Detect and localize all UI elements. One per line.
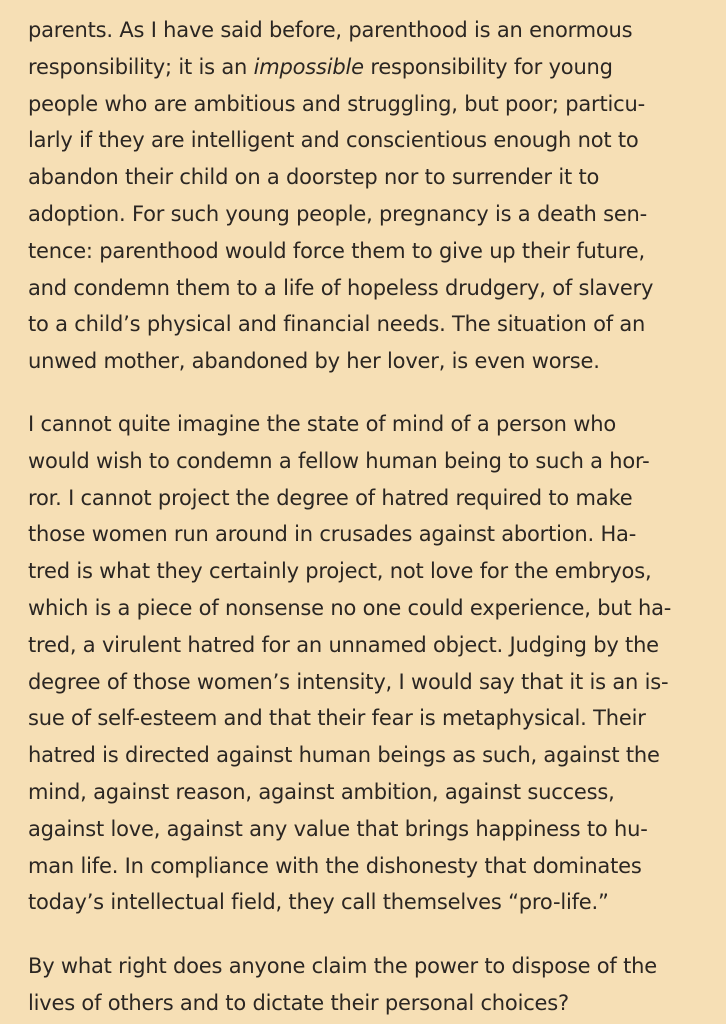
line-2-before-emphasis: responsibility; it is an bbox=[28, 54, 254, 79]
paragraph-2-line-9: sue of self-esteem and that their fear is metaphysical. Their bbox=[28, 706, 646, 731]
top-cut-line bbox=[28, 0, 718, 5]
paragraph-2-line-6: which is a piece of nonsense no one could experience, but ha- bbox=[28, 595, 672, 620]
paragraph-3-line-2: lives of others and to dictate their personal choices? bbox=[28, 990, 569, 1015]
paragraph-2-line-11: mind, against reason, against ambition, against success, bbox=[28, 779, 615, 804]
paragraph-3-line-1: By what right does anyone claim the power to dispose of the bbox=[28, 954, 657, 978]
paragraph-2-line-7: tred, a virulent hatred for an unnamed object. Judging by the bbox=[28, 632, 659, 657]
paragraph-2-line-3: ror. I cannot project the degree of hatred required to make bbox=[28, 485, 633, 510]
paragraph-1-line-4: larly if they are intelligent and conscientious enough not to bbox=[28, 128, 639, 153]
paragraph-3 bbox=[28, 948, 657, 1022]
paragraph-1-line-2 bbox=[28, 49, 653, 86]
paragraph-1-line-8: and condemn them to a life of hopeless drudgery, of slavery bbox=[28, 275, 654, 300]
paragraph-1-line-1: parents. As I have said before, parenthood is an enormous bbox=[28, 18, 633, 42]
line-2-after-emphasis: responsibility for young bbox=[363, 54, 613, 79]
paragraph-2-line-12: against love, against any value that brings happiness to hu- bbox=[28, 816, 648, 841]
paragraph-2-line-4: those women run around in crusades against abortion. Ha- bbox=[28, 522, 637, 547]
paragraph-2-line-13: man life. In compliance with the dishonesty that dominates bbox=[28, 853, 642, 878]
paragraph-1-line-10: unwed mother, abandoned by her lover, is even worse. bbox=[28, 349, 600, 374]
paragraph-1-line-7: tence: parenthood would force them to give up their future, bbox=[28, 238, 645, 263]
paragraph-2-line-8: degree of those women’s intensity, I would say that it is an is- bbox=[28, 669, 669, 694]
paragraph-2-line-14: today’s intellectual field, they call themselves “pro-life.” bbox=[28, 890, 609, 915]
paragraph-1-line-5: abandon their child on a doorstep nor to surrender it to bbox=[28, 165, 600, 190]
paragraph-1 bbox=[28, 12, 653, 380]
paragraph-2-line-5: tred is what they certainly project, not love for the embryos, bbox=[28, 559, 652, 584]
paragraph-2-line-10: hatred is directed against human beings as such, against the bbox=[28, 743, 660, 768]
paragraph-1-line-9: to a child’s physical and financial needs. The situation of an bbox=[28, 312, 646, 337]
paragraph-2-line-2: would wish to condemn a fellow human being to such a hor- bbox=[28, 448, 650, 473]
emphasis-impossible: impossible bbox=[253, 54, 364, 79]
paragraph-1-line-3: people who are ambitious and struggling, but poor; particu- bbox=[28, 91, 645, 116]
paragraph-1-line-6: adoption. For such young people, pregnancy is a death sen- bbox=[28, 201, 648, 226]
paragraph-2 bbox=[28, 406, 671, 921]
paragraph-2-line-1: I cannot quite imagine the state of mind of a person who bbox=[28, 412, 616, 436]
